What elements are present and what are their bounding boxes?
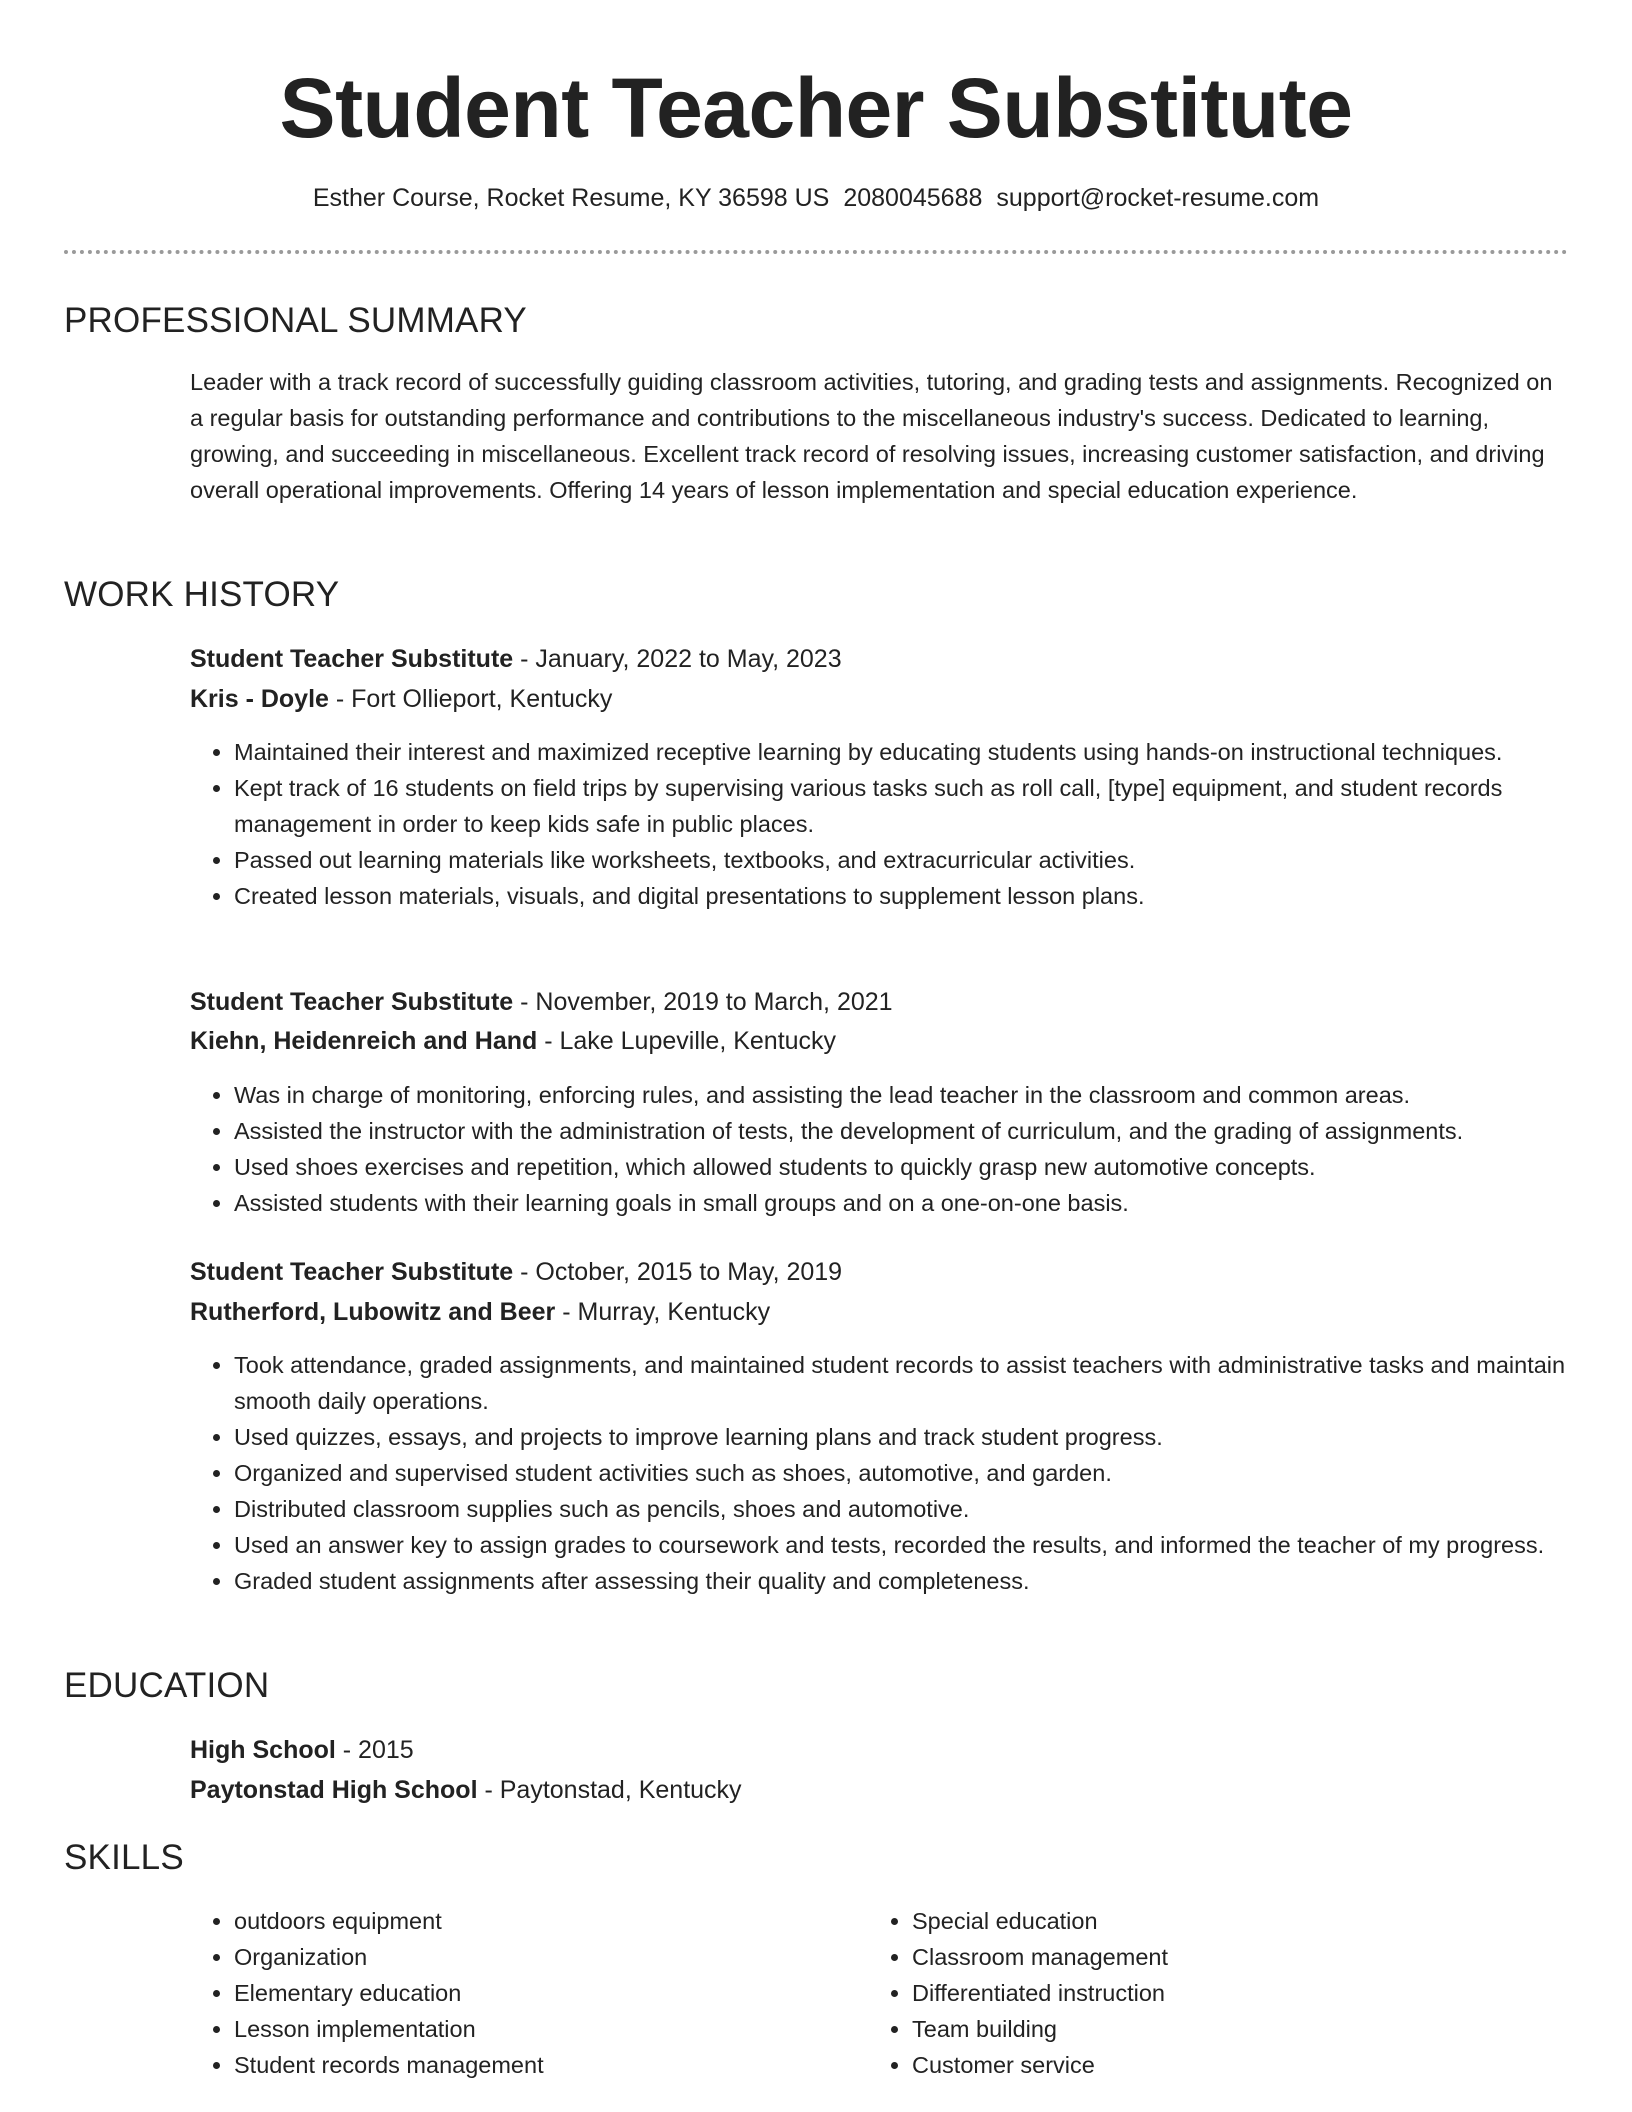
job-dates: - November, 2019 to March, 2021: [513, 988, 893, 1016]
education-degree: High School: [190, 1736, 336, 1764]
list-item: • Used shoes exercises and repetition, which allowed students to quickly grasp new automotive concepts.: [234, 1149, 1624, 1185]
candidate-name: Student Teacher Substitute: [279, 61, 1353, 155]
education-school-line: [190, 1772, 742, 1808]
contact-email: support@rocket-resume.com: [996, 184, 1320, 212]
job-title: Student Teacher Substitute: [190, 1258, 514, 1286]
skill-item: • Elementary education: [234, 1975, 854, 2011]
list-item: • Used an answer key to assign grades to coursework and tests, recorded the results, and informed the teacher of my progress.: [234, 1527, 1624, 1563]
section-title-work-history: WORK HISTORY: [64, 575, 340, 614]
job-dates: - January, 2022 to May, 2023: [513, 645, 842, 673]
contact-phone: 2080045688: [843, 184, 983, 212]
list-item: • Organized and supervised student activities such as shoes, automotive, and garden.: [234, 1455, 1624, 1491]
job-title: Student Teacher Substitute: [190, 988, 514, 1016]
skills-list-right: [868, 1903, 1532, 2083]
header-divider: [64, 250, 1568, 254]
education-degree-line: [190, 1732, 414, 1768]
summary-text: Leader with a track record of successfully guiding classroom activities, tutoring, and grading tests and assignments. Recognized on a regular basis for outstanding performance and contributions to the miscellaneous industry's success. Dedicated to learning, growing, and succeeding in miscellaneous. Excellent track record of resolving issues, increasing customer satisfaction, and driving overall operational improvements. Offering 14 years of lesson implementation and special education experience.: [190, 369, 1553, 503]
job-title-line: [190, 1254, 842, 1290]
list-item: • Graded student assignments after assessing their quality and completeness.: [234, 1563, 1624, 1599]
skill-item: • Student records management: [234, 2047, 854, 2083]
job-company-line: [190, 1023, 836, 1059]
skill-item: • Lesson implementation: [234, 2011, 854, 2047]
job-company-line: [190, 681, 612, 717]
skill-item: • Organization: [234, 1939, 854, 1975]
job-company: Rutherford, Lubowitz and Beer: [190, 1298, 556, 1326]
job-dates: - October, 2015 to May, 2019: [513, 1258, 843, 1286]
list-item: • Kept track of 16 students on field trips by supervising various tasks such as roll call, [type] equipment, and student records management in order to keep kids safe in public places.: [234, 770, 1624, 842]
skill-item: • outdoors equipment: [234, 1903, 854, 1939]
section-title-skills: SKILLS: [64, 1838, 184, 1877]
contact-address: Esther Course, Rocket Resume, KY 36598 US: [312, 184, 830, 212]
job-company-line: [190, 1294, 770, 1330]
skills-list-left: [190, 1903, 854, 2083]
job-bullets: [190, 1077, 1624, 1221]
education-school: Paytonstad High School: [190, 1776, 478, 1804]
job-company: Kiehn, Heidenreich and Hand: [190, 1027, 538, 1055]
job-location: - Fort Ollieport, Kentucky: [328, 685, 613, 713]
list-item: • Created lesson materials, visuals, and digital presentations to supplement lesson plans.: [234, 878, 1624, 914]
skill-item: • Team building: [912, 2011, 1532, 2047]
list-item: • Took attendance, graded assignments, and maintained student records to assist teachers with administrative tasks and maintain smooth daily operations.: [234, 1347, 1624, 1419]
job-title-line: [190, 641, 842, 677]
education-year: - 2015: [335, 1736, 414, 1764]
list-item: • Passed out learning materials like worksheets, textbooks, and extracurricular activities.: [234, 842, 1624, 878]
job-title-line: [190, 984, 893, 1020]
contact-line: [0, 180, 1632, 216]
list-item: • Used quizzes, essays, and projects to improve learning plans and track student progress.: [234, 1419, 1624, 1455]
job-location: - Lake Lupeville, Kentucky: [537, 1027, 837, 1055]
education-location: - Paytonstad, Kentucky: [477, 1776, 742, 1804]
job-company: Kris - Doyle: [190, 685, 329, 713]
list-item: • Assisted the instructor with the administration of tests, the development of curriculum, and the grading of assignments.: [234, 1113, 1624, 1149]
skill-item: • Special education: [912, 1903, 1532, 1939]
job-location: - Murray, Kentucky: [555, 1298, 771, 1326]
list-item: • Was in charge of monitoring, enforcing rules, and assisting the lead teacher in the classroom and common areas.: [234, 1077, 1624, 1113]
section-title-summary: PROFESSIONAL SUMMARY: [64, 301, 527, 340]
list-item: • Maintained their interest and maximized receptive learning by educating students using hands-on instructional techniques.: [234, 734, 1624, 770]
job-bullets: [190, 1347, 1624, 1599]
job-bullets: [190, 734, 1624, 914]
skill-item: • Classroom management: [912, 1939, 1532, 1975]
section-title-education: EDUCATION: [64, 1666, 270, 1705]
skill-item: • Differentiated instruction: [912, 1975, 1532, 2011]
list-item: • Distributed classroom supplies such as pencils, shoes and automotive.: [234, 1491, 1624, 1527]
skill-item: • Customer service: [912, 2047, 1532, 2083]
job-title: Student Teacher Substitute: [190, 645, 514, 673]
list-item: • Assisted students with their learning goals in small groups and on a one-on-one basis.: [234, 1185, 1624, 1221]
